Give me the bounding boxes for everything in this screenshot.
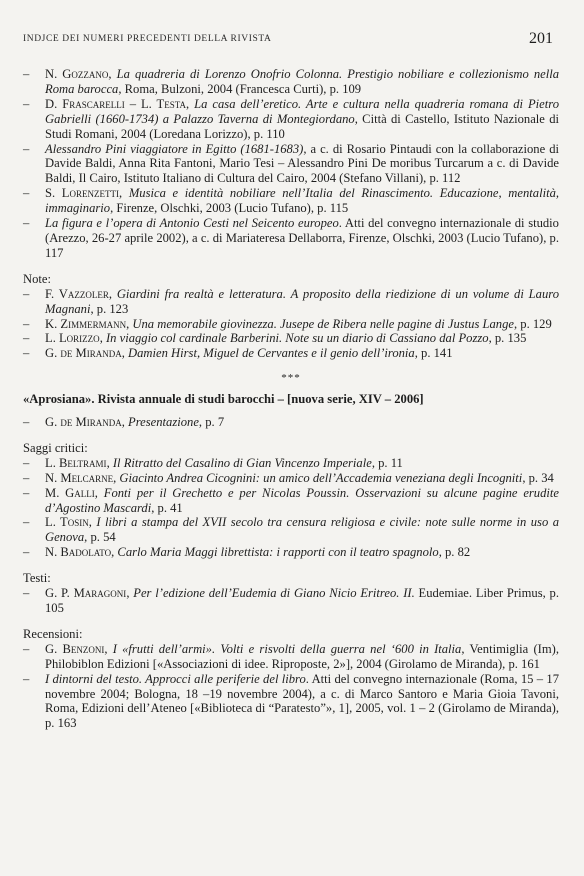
entry-dash: –	[23, 415, 30, 430]
entry-title: Fonti per il Grechetto e per Nicolas Poussin. Osservazioni su alcune pagine erudite d’Agostino Mascardi	[45, 485, 559, 515]
entry-title: Presentazione	[128, 415, 199, 430]
entry-title: Giardini fra realtà e letteratura. A proposito della riedizione di un volume di Lauro Magnani	[45, 286, 559, 316]
entry-title: La casa dell’eretico. Arte e cultura nella quadreria romana di Pietro Gabrielli (1660-1734) a Palazzo Taverna di Montegiordano	[45, 96, 559, 126]
saggi-list	[23, 456, 559, 560]
entry-title: La quadreria di Lorenzo Onofrio Colonna. Prestigio nobiliare e collezionismo nella Roma barocca	[45, 67, 559, 96]
bibliography-entry: – N. Gozzano, La quadreria di Lorenzo Onofrio Colonna. Prestigio nobiliare e collezionismo nella Roma barocca, Roma, Bulzoni, 2004 (Francesca Curti), p. 109	[23, 67, 559, 96]
entry-title: Il Ritratto del Casalino di Gian Vincenzo Imperiale	[112, 455, 372, 470]
bibliography-entry	[23, 216, 559, 261]
entry-author: G. de Miranda	[45, 346, 122, 361]
entry-author: N. Melcarne	[45, 470, 114, 485]
bibliography-entry: – G. de Miranda, Damien Hirst, Miguel de Cervantes e il genio dell’ironia, p. 141	[23, 346, 453, 361]
testi-label: Testi:	[23, 571, 51, 586]
aprosiana-heading: «Aprosiana». Rivista annuale di studi barocchi – [nuova serie, XIV – 2006]	[23, 392, 424, 407]
testi-list	[23, 586, 559, 616]
entry-title: Carlo Maria Maggi librettista: i rapporti con il teatro spagnolo	[117, 545, 439, 560]
entry-author: K. Zimmermann	[45, 316, 127, 331]
entry-title: La figura e l’opera di Antonio Cesti nel Seicento europeo	[45, 216, 339, 231]
entry-dash: –	[23, 186, 30, 201]
entry-dash: –	[23, 641, 30, 656]
bibliography-entry: – M. Galli, Fonti per il Grechetto e per Nicolas Poussin. Osservazioni su alcune pagine erudite d’Agostino Mascardi, p. 41	[23, 485, 559, 515]
entry-dash: –	[23, 586, 30, 601]
entry-dash: –	[23, 316, 30, 331]
entry-details: , p. 141	[414, 346, 453, 361]
entry-author: G. de Miranda	[45, 415, 122, 430]
entry-dash: –	[23, 67, 30, 81]
entry-dash: –	[23, 216, 30, 231]
bibliography-entry: – L. Tosin, I libri a stampa del XVII secolo tra censura religiosa e civile: note sulle norme in uso a Genova, p. 54	[23, 515, 559, 545]
entry-title: In viaggio col cardinale Barberini. Note su un diario di Cassiano dal Pozzo	[105, 331, 489, 346]
intro-entry	[23, 415, 559, 430]
entry-author: F. Vazzoler	[45, 286, 109, 301]
entry-details: , p. 11	[371, 455, 403, 470]
entry-title: I libri a stampa del XVII secolo tra censura religiosa e civile: note sulle norme in uso a Genova	[45, 515, 559, 545]
saggi-label: Saggi critici:	[23, 440, 88, 455]
entry-details: , p. 135	[488, 331, 527, 346]
bibliography-entry: – N. Melcarne, Giacinto Andrea Cicognini: un amico dell’Accademia veneziana degli Incogniti, p. 34	[23, 470, 554, 485]
entry-details: , Roma, Bulzoni, 2004 (Francesca Curti), p. 109	[118, 81, 362, 96]
entry-author: N. Badolato	[45, 545, 112, 560]
note-label: Note:	[23, 271, 51, 286]
entry-details: , p. 54	[84, 530, 116, 545]
bibliography-entry: – G. de Miranda, Presentazione, p. 7	[23, 415, 225, 430]
entry-dash: –	[23, 286, 30, 301]
entry-dash: –	[23, 515, 30, 530]
entry-title: I dintorni del testo. Approcci alle periferie del libro	[45, 671, 306, 686]
entry-dash: –	[23, 346, 30, 361]
entry-title: Alessandro Pini viaggiatore in Egitto (1681-1683)	[45, 141, 304, 156]
note-list	[23, 287, 559, 362]
bibliography-entry: – K. Zimmermann, Una memorabile giovinezza. Jusepe de Ribera nelle pagine di Justus Lange, p. 129	[23, 316, 552, 331]
running-title: INDJCE DEI NUMERI PRECEDENTI DELLA RIVISTA	[23, 34, 272, 44]
entry-author: G. P. Maragoni	[45, 586, 127, 601]
entry-title: Una memorabile giovinezza. Jusepe de Ribera nelle pagine di Justus Lange	[132, 316, 514, 331]
entry-dash: –	[23, 141, 30, 156]
entry-details: Eudemiae. Liber Primus, p. 105	[45, 586, 559, 615]
entry-dash: –	[23, 331, 30, 346]
bibliography-entry: – S. Lorenzetti, Musica e identità nobiliare nell’Italia del Rinascimento. Educazione, mentalità, immaginario, Firenze, Olschki, 2003 (Lucio Tufano), p. 115	[23, 186, 560, 216]
entry-details: , p. 129	[513, 316, 552, 331]
entry-author: M. Galli	[45, 485, 95, 500]
entry-details: . Atti del convegno internazionale di studio (Arezzo, 26-27 aprile 2002), a c. di Mariateresa Dellaborra, Firenze, Olschki, 2003 (Lucio Tufano), p. 117	[45, 216, 559, 260]
bibliography-entry: – G. P. Maragoni, Per l’edizione dell’Eudemia di Giano Nicio Eritreo. II. Eudemiae. Liber Primus, p. 105	[23, 586, 559, 615]
entry-author: S. Lorenzetti	[45, 186, 119, 201]
entry-details: , a c. di Rosario Pintaudi con la collaborazione di Davide Baldi, Anna Rita Fantoni, Mario Tesi – Alessandro Pini De moribus Turcarum a c. di Davide Baldi, Il Cairo, Istituto Italiano di Cultura del Cairo, 2004 (Stefano Villani), p. 112	[45, 141, 559, 186]
entry-dash: –	[23, 671, 30, 686]
bibliography-entry: – G. Benzoni, I «frutti dell’armi». Volti e risvolti della guerra nel ‘600 in Italia, Ventimiglia (Im), Philobiblon Edizioni [«Associazioni di idee. Riproposte, 2»], 2004 (Girolamo de Miranda), p. 161	[23, 641, 559, 671]
entry-author: D. Frascarelli – L. Testa	[45, 96, 187, 111]
entry-dash: –	[23, 545, 30, 560]
entry-dash: –	[23, 455, 30, 470]
entry-author: N. Gozzano	[45, 67, 109, 81]
entry-details: , Città di Castello, Istituto Nazionale di Studi Romani, 2004 (Loredana Lorizzo), p. 110	[45, 111, 559, 141]
entry-author: L. Tosin	[45, 515, 89, 530]
entry-dash: –	[23, 470, 30, 485]
review-list	[23, 67, 559, 261]
bibliography-entry: – F. Vazzoler, Giardini fra realtà e letteratura. A proposito della riedizione di un volume di Lauro Magnani, p. 123	[23, 286, 559, 316]
entry-title: I «frutti dell’armi». Volti e risvolti della guerra nel ‘600 in Italia	[112, 641, 462, 656]
entry-details: , Firenze, Olschki, 2003 (Lucio Tufano), p. 115	[110, 201, 349, 216]
bibliography-entry: – L. Lorizzo, In viaggio col cardinale Barberini. Note su un diario di Cassiano dal Pozzo, p. 135	[23, 331, 527, 346]
recensioni-label: Recensioni:	[23, 626, 83, 641]
recensioni-list	[23, 642, 559, 731]
entry-details: , p. 82	[438, 545, 471, 560]
page-header	[23, 30, 553, 50]
entry-title: Giacinto Andrea Cicognini: un amico dell’Accademia veneziana degli Incogniti	[119, 470, 523, 485]
bibliography-entry: – N. Badolato, Carlo Maria Maggi librettista: i rapporti con il teatro spagnolo, p. 82	[23, 545, 471, 560]
entry-dash: –	[23, 96, 30, 111]
bibliography-entry	[23, 142, 559, 187]
entry-title: Per l’edizione dell’Eudemia di Giano Nicio Eritreo. II.	[133, 586, 415, 601]
entry-author: G. Benzoni	[45, 641, 105, 656]
entry-details: , p. 123	[90, 301, 129, 316]
entry-details: , p. 41	[151, 500, 183, 515]
entry-title: Damien Hirst, Miguel de Cervantes e il genio dell’ironia	[128, 346, 415, 361]
bibliography-entry: – D. Frascarelli – L. Testa, La casa dell’eretico. Arte e cultura nella quadreria romana di Pietro Gabrielli (1660-1734) a Palazzo Taverna di Montegiordano, Città di Castello, Istituto Nazionale di Studi Romani, 2004 (Loredana Lorizzo), p. 110	[23, 96, 559, 141]
entry-title: Musica e identità nobiliare nell’Italia del Rinascimento. Educazione, mentalità, immaginario	[45, 186, 560, 216]
page-content	[23, 67, 559, 731]
entry-author: L. Beltrami	[45, 455, 107, 470]
bibliography-entry	[23, 672, 559, 732]
entry-dash: –	[23, 485, 30, 500]
entry-details: , p. 7	[198, 415, 225, 430]
section-separator: ***	[281, 372, 301, 385]
bibliography-entry: – L. Beltrami, Il Ritratto del Casalino di Gian Vincenzo Imperiale, p. 11	[23, 455, 403, 470]
entry-details: , p. 34	[522, 470, 554, 485]
entry-details: , Ventimiglia (Im), Philobiblon Edizioni [«Associazioni di idee. Riproposte, 2»], 2004 (Girolamo de Miranda), p. 161	[45, 641, 559, 671]
entry-details: . Atti del convegno internazionale (Roma, 15 – 17 novembre 2004; Bologna, 18 –19 novembre 2004), a c. di Marco Santoro e Maria Gioia Tavoni, Roma, Edizioni dell’Ateneo [«Biblioteca di “Paratesto”», 1], 2005, vol. 1 – 2 (Girolamo de Miranda), p. 163	[45, 671, 559, 731]
page-number: 201	[529, 30, 553, 47]
entry-author: L. Lorizzo	[45, 331, 100, 346]
